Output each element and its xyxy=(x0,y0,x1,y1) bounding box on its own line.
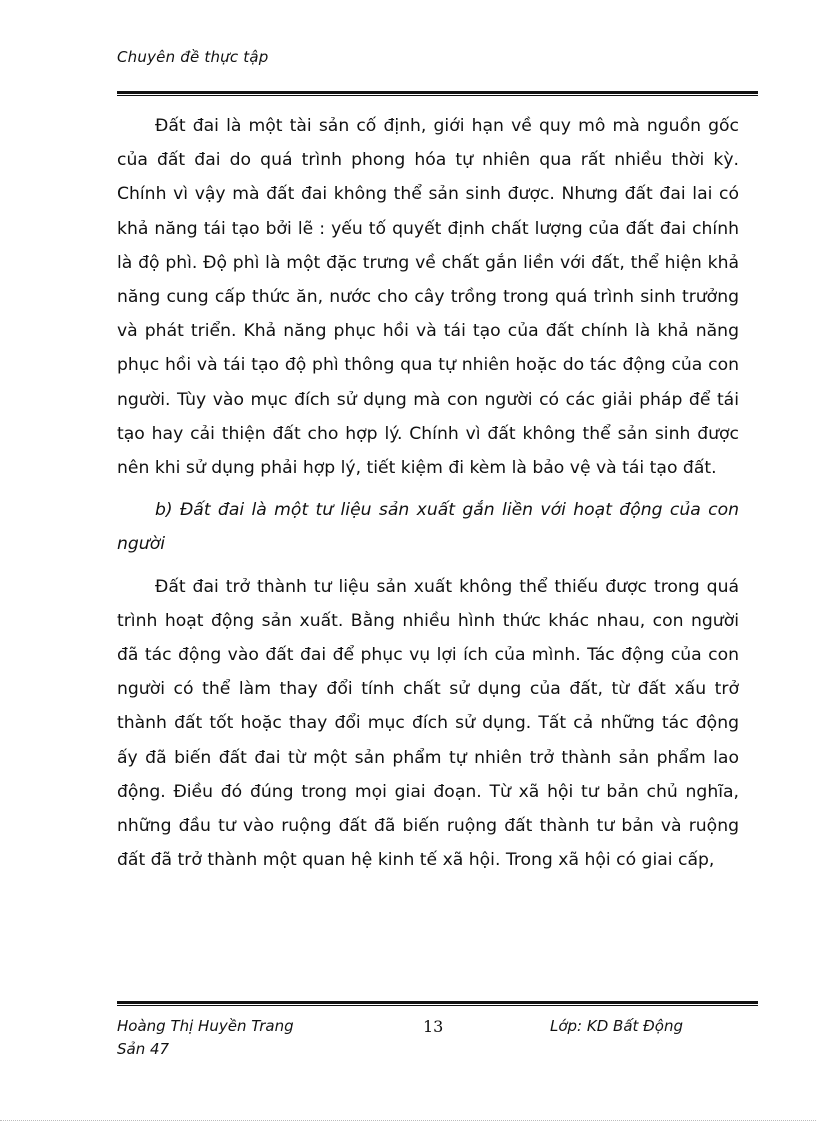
footer-author: Hoàng Thị Huyền Trang xyxy=(117,1017,294,1035)
page-number: 13 xyxy=(423,1017,444,1036)
footer-class-label: Lớp: KD Bất Động xyxy=(550,1017,683,1035)
section-heading-b: b) Đất đai là một tư liệu sản xuất gắn liền với hoạt động của con người xyxy=(117,500,739,555)
document-body xyxy=(117,109,739,885)
page-header-title: Chuyên đề thực tập xyxy=(117,48,269,66)
header-divider xyxy=(117,91,758,96)
paragraph-land-fixed-asset: Đất đai là một tài sản cố định, giới hạn về quy mô mà nguồn gốc của đất đai do quá trình phong hóa tự nhiên qua rất nhiều thời kỳ. Chính vì vậy mà đất đai không thể sản sinh được. Nhưng đất đai lai có khả năng tái tạo bởi lẽ : yếu tố quyết định chất lượng của đất đai chính là độ phì. Độ phì là một đặc trưng về chất gắn liền với đất, thể hiện khả năng cung cấp thức ăn, nước cho cây trồng trong quá trình sinh trưởng và phát triển. Khả năng phục hồi và tái tạo của đất chính là khả năng phục hồi và tái tạo độ phì thông qua tự nhiên hoặc do tác động của con người. Tùy vào mục đích sử dụng mà con người có các giải pháp để tái tạo hay cải thiện đất cho hợp lý. Chính vì đất không thể sản sinh được nên khi sử dụng phải hợp lý, tiết kiệm đi kèm là bảo vệ và tái tạo đất. xyxy=(117,116,739,479)
footer-class-continuation: Sản 47 xyxy=(117,1040,170,1058)
paragraph-land-production-means: Đất đai trở thành tư liệu sản xuất không thể thiếu được trong quá trình hoạt động sản xuất. Bằng nhiều hình thức khác nhau, con người đã tác động vào đất đai để phục vụ lợi ích của mình. Tác động của con người có thể làm thay đổi tính chất sử dụng của đất, từ đất xấu trở thành đất tốt hoặc thay đổi mục đích sử dụng. Tất cả những tác động ấy đã biến đất đai từ một sản phẩm tự nhiên trở thành sản phẩm lao động. Điều đó đúng trong mọi giai đoạn. Từ xã hội tư bản chủ nghĩa, những đầu tư vào ruộng đất đã biến ruộng đất thành tư bản và ruộng đất đã trở thành một quan hệ kinh tế xã hội. Trong xã hội có giai cấp, xyxy=(117,576,739,871)
footer-divider xyxy=(117,1001,758,1006)
page-edge-divider xyxy=(0,1120,816,1121)
